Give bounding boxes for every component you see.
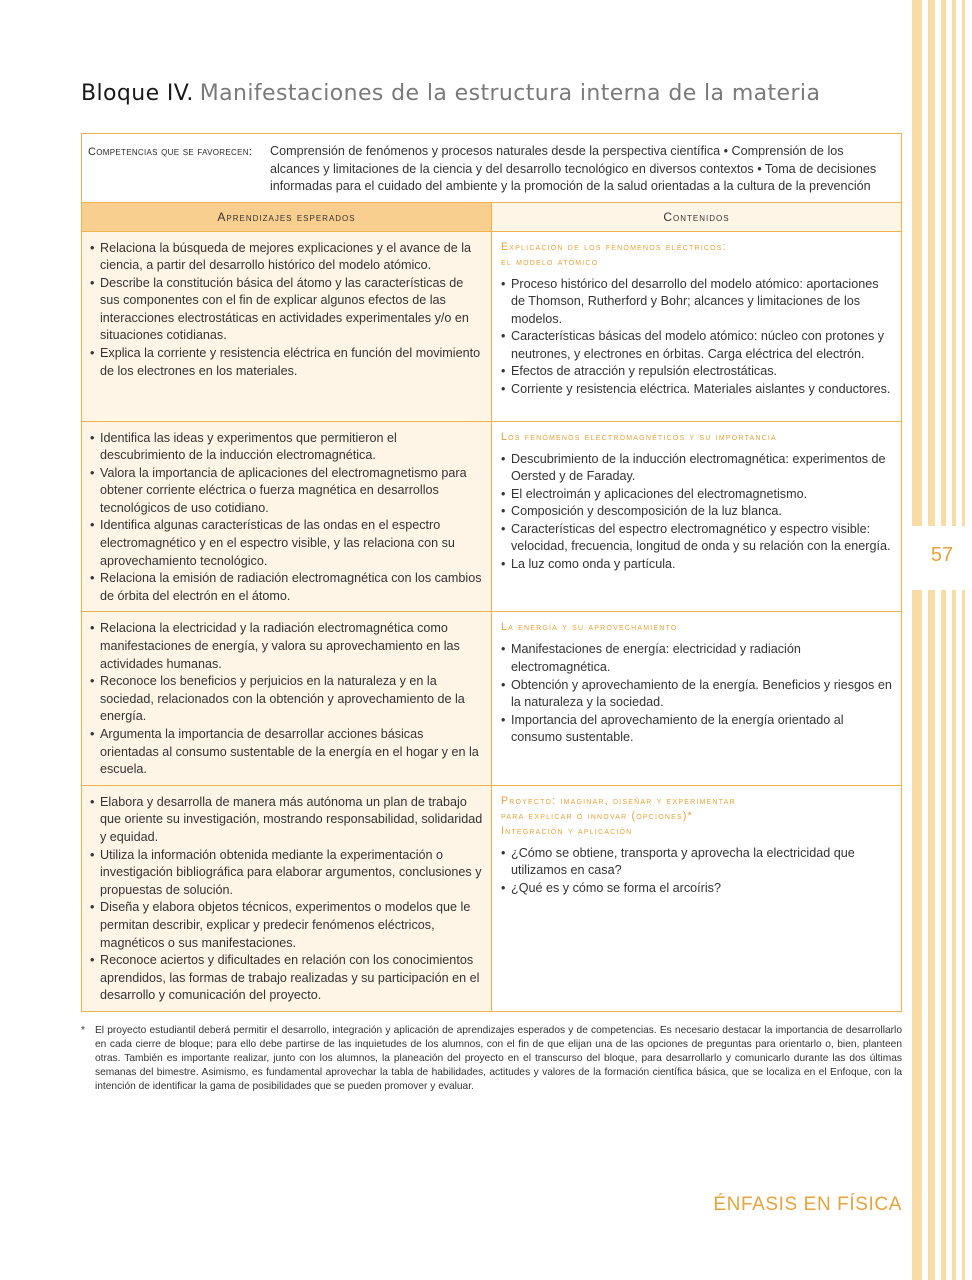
table-body <box>82 232 901 1011</box>
contenido-item: • Efectos de atracción y repulsión electrostáticas. <box>501 363 893 381</box>
contenido-item: • Proceso histórico del desarrollo del modelo atómico: aportaciones de Thomson, Rutherford y Bohr; alcances y limitaciones de los modelos. <box>501 276 893 329</box>
section-title-line: La energía y su aprovechamiento <box>501 621 678 634</box>
contenido-item: • Características del espectro electromagnético y espectro visible: velocidad, frecuencia, longitud de onda y su relación con la energía. <box>501 521 893 556</box>
contenido-item: • El electroimán y aplicaciones del electromagnetismo. <box>501 486 893 504</box>
section-title-line: Integración y aplicación <box>501 824 633 837</box>
contenido-item: • Importancia del aprovechamiento de la energía orientado al consumo sustentable. <box>501 712 893 747</box>
footer-subject: ÉNFASIS EN FÍSICA <box>713 1194 902 1215</box>
section-title <box>501 430 893 445</box>
page-number: 57 <box>930 544 954 566</box>
aprendizajes-cell <box>82 232 492 421</box>
contenidos-list <box>501 845 893 898</box>
contenido-item: • Características básicas del modelo atómico: núcleo con protones y neutrones, y electrones en órbitas. Carga eléctrica del electrón. <box>501 328 893 363</box>
aprendizaje-item: • Identifica las ideas y experimentos que permitieron el descubrimiento de la inducción electromagnética. <box>90 430 483 465</box>
curriculum-table <box>81 133 902 1012</box>
aprendizaje-item: • Utiliza la información obtenida mediante la experimentación o investigación bibliográfica para elaborar argumentos, conclusiones y propuestas de solución. <box>90 847 483 900</box>
contenido-item: • ¿Cómo se obtiene, transporta y aprovecha la electricidad que utilizamos en casa? <box>501 845 893 880</box>
section-title <box>501 240 893 270</box>
footnote <box>81 1024 902 1094</box>
competencias-label: Competencias que se favorecen: <box>88 146 253 158</box>
aprendizaje-item: • Explica la corriente y resistencia eléctrica en función del movimiento de los electrones en los materiales. <box>90 345 483 380</box>
contenidos-list <box>501 641 893 747</box>
contenidos-list <box>501 276 893 399</box>
competencias-row <box>82 134 901 203</box>
aprendizaje-item: • Reconoce los beneficios y perjuicios en la naturaleza y en la sociedad, relacionados con la obtención y aprovechamiento de la energía. <box>90 673 483 726</box>
aprendizajes-list <box>90 430 483 606</box>
aprendizaje-item: • Relaciona la electricidad y la radiación electromagnética como manifestaciones de energía, y valora su aprovechamiento en las actividades humanas. <box>90 620 483 673</box>
contenido-item: • Manifestaciones de energía: electricidad y radiación electromagnética. <box>501 641 893 676</box>
contenido-item: • Composición y descomposición de la luz blanca. <box>501 503 893 521</box>
aprendizaje-item: • Reconoce aciertos y dificultades en relación con los conocimientos aprendidos, las formas de trabajo realizadas y su participación en el desarrollo y comunicación del proyecto. <box>90 952 483 1005</box>
section-title-line: Explicación de los fenómenos eléctricos: <box>501 240 727 253</box>
section-title-line: Los fenómenos electromagnéticos y su importancia <box>501 430 777 443</box>
header-contenidos: Contenidos <box>492 203 901 231</box>
section-title-line: Proyecto: imaginar, diseñar y experimentar <box>501 794 736 807</box>
header-aprendizajes: Aprendizajes esperados <box>82 203 492 231</box>
table-row <box>82 786 901 1011</box>
aprendizaje-item: • Diseña y elabora objetos técnicos, experimentos o modelos que le permitan describir, explicar y predecir fenómenos eléctricos, magnéticos o sus manifestaciones. <box>90 899 483 952</box>
aprendizaje-item: • Elabora y desarrolla de manera más autónoma un plan de trabajo que oriente su investigación, mostrando responsabilidad, solidaridad y equidad. <box>90 794 483 847</box>
aprendizaje-item: • Relaciona la emisión de radiación electromagnética con los cambios de órbita del electrón en el átomo. <box>90 570 483 605</box>
contenido-item: • Corriente y resistencia eléctrica. Materiales aislantes y conductores. <box>501 381 893 399</box>
page-title <box>81 80 820 106</box>
aprendizajes-cell <box>82 422 492 612</box>
competencias-text: Comprensión de fenómenos y procesos naturales desde la perspectiva científica • Comprensión de los alcances y limitaciones de la ciencia y del desarrollo tecnológico en diversos contextos • Toma de decisiones informadas para el cuidado del ambiente y la promoción de la salud orientadas a la cultura de la prevención <box>270 144 877 193</box>
aprendizaje-item: • Describe la constitución básica del átomo y las características de sus componentes con el fin de explicar algunos efectos de las interacciones electrostáticas en actividades experimentales y/o en situaciones cotidianas. <box>90 275 483 345</box>
section-title-line: el modelo atómico <box>501 255 599 268</box>
contenidos-cell <box>492 786 901 1011</box>
contenido-item: • Descubrimiento de la inducción electromagnética: experimentos de Oersted y de Faraday. <box>501 451 893 486</box>
aprendizajes-list <box>90 240 483 381</box>
aprendizajes-cell <box>82 786 492 1011</box>
aprendizajes-cell <box>82 612 492 784</box>
aprendizaje-item: • Valora la importancia de aplicaciones del electromagnetismo para obtener corriente eléctrica o fuerza magnética en desarrollos tecnológicos de uso cotidiano. <box>90 465 483 518</box>
contenido-item: • ¿Qué es y cómo se forma el arcoíris? <box>501 880 893 898</box>
contenidos-list <box>501 451 893 574</box>
aprendizajes-list <box>90 794 483 1005</box>
block-label: Bloque IV. <box>81 81 194 106</box>
contenidos-cell <box>492 612 901 784</box>
aprendizaje-item: • Relaciona la búsqueda de mejores explicaciones y el avance de la ciencia, a partir del desarrollo histórico del modelo atómico. <box>90 240 483 275</box>
footnote-marker: * <box>81 1025 85 1036</box>
table-row <box>82 232 901 422</box>
contenidos-cell <box>492 422 901 612</box>
table-header <box>82 203 901 232</box>
table-row <box>82 422 901 613</box>
footnote-text: El proyecto estudiantil deberá permitir el desarrollo, integración y aplicación de aprendizajes esperados y de competencias. Es necesario destacar la importancia de desarrollarlo en cada cierre de bloque; para ello debe partirse de las inquietudes de los alumnos, con el fin de que elijan una de las opciones de preguntas para orientarlo o, bien, planteen otras. También es importante realizar, junto con los alumnos, la planeación del proyecto en el transcurso del bloque, para desarrollarlo y comunicarlo durante las dos últimas semanas del bimestre. Asimismo, es fundamental aprovechar la tabla de habilidades, actitudes y valores de la formación científica básica, que se localiza en el Enfoque, con la intención de identificar la gama de posibilidades que se pueden promover y evaluar. <box>95 1025 902 1092</box>
aprendizajes-list <box>90 620 483 778</box>
section-title <box>501 620 893 635</box>
aprendizaje-item: • Argumenta la importancia de desarrollar acciones básicas orientadas al consumo sustentable de la energía en el hogar y en la escuela. <box>90 726 483 779</box>
aprendizaje-item: • Identifica algunas características de las ondas en el espectro electromagnético y en el espectro visible, y las relaciona con su aprovechamiento tecnológico. <box>90 517 483 570</box>
section-title <box>501 794 893 839</box>
table-row <box>82 612 901 785</box>
contenido-item: • La luz como onda y partícula. <box>501 556 893 574</box>
block-title: Manifestaciones de la estructura interna de la materia <box>199 81 821 106</box>
decorative-stripes <box>912 0 972 1280</box>
contenidos-cell <box>492 232 901 421</box>
section-title-line: para explicar o innovar (opciones)* <box>501 809 693 822</box>
contenido-item: • Obtención y aprovechamiento de la energía. Beneficios y riesgos en la naturaleza y la sociedad. <box>501 677 893 712</box>
